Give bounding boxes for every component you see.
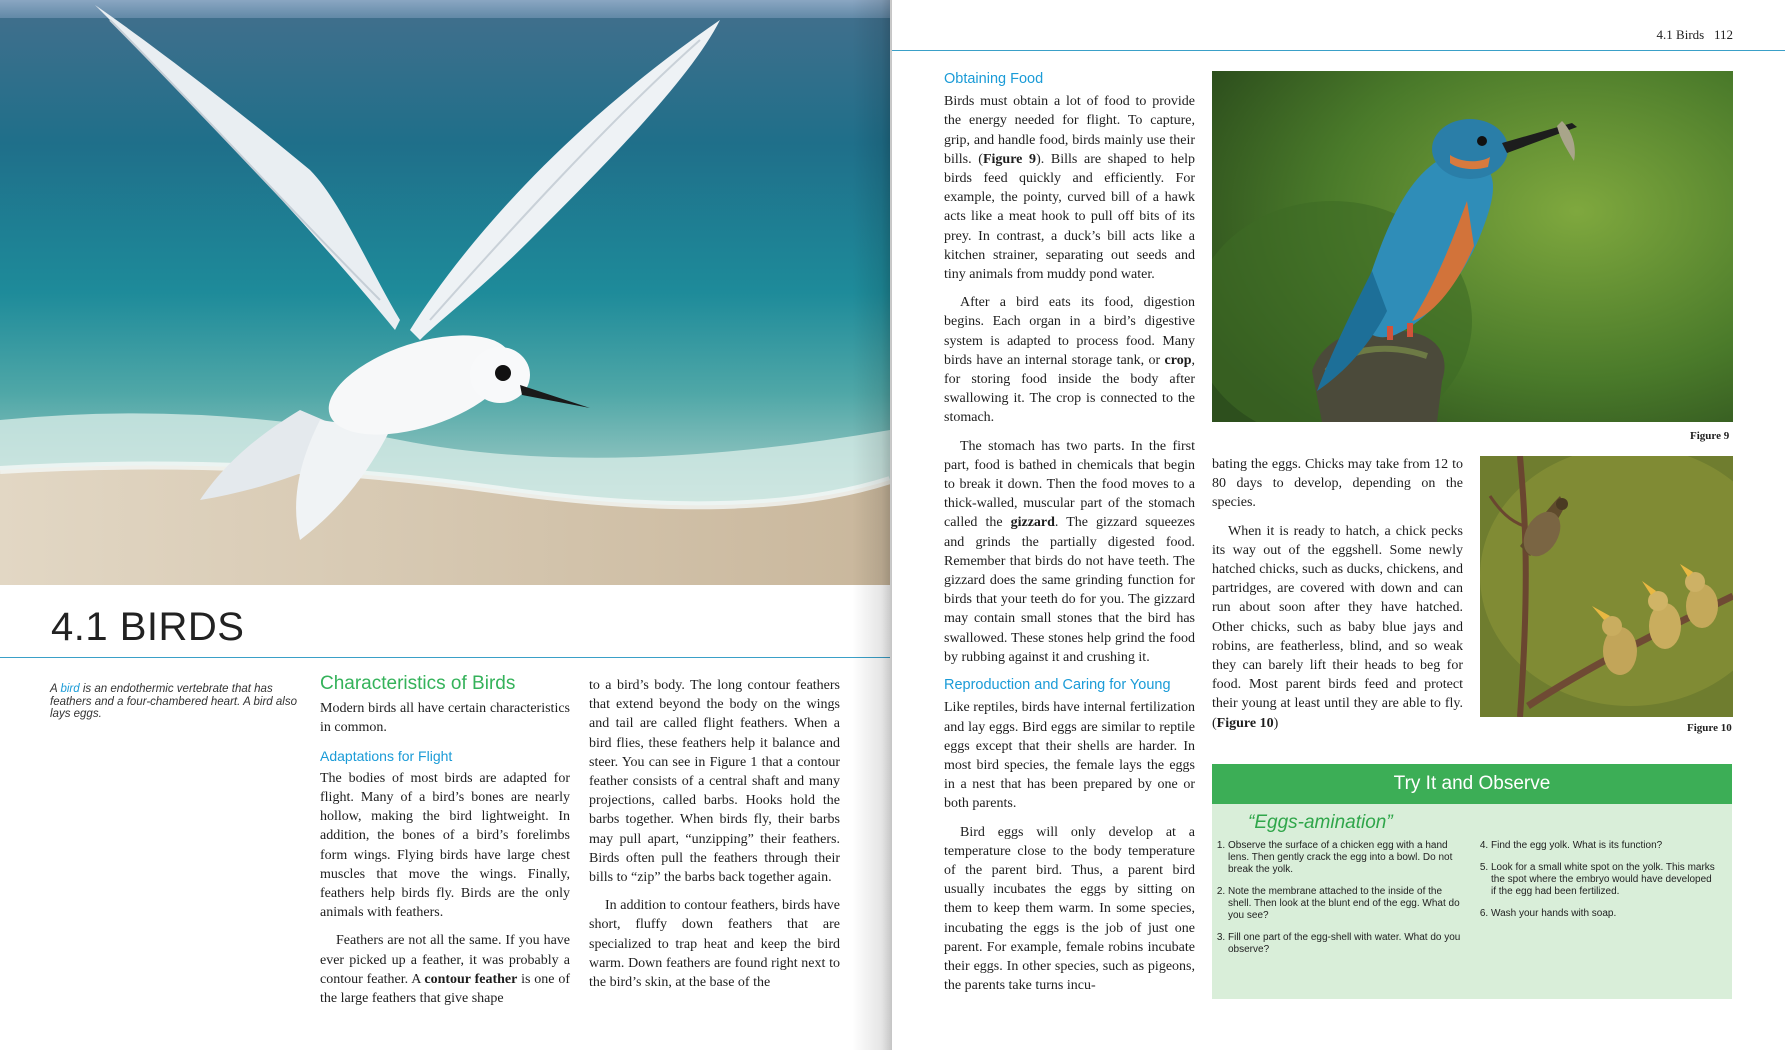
left-page: [0, 0, 890, 1050]
section-rule: [0, 657, 890, 658]
paragraph: After a bird eats its food, digestion begins. Each organ in a bird’s digestive system is adapted to process food. Many birds have an internal storage tank, or crop, for storing food inside the body after swallowing it. The crop is connected to the stomach.: [944, 295, 1195, 426]
step-item: 4. Find the egg yolk. What is its function?: [1491, 840, 1716, 852]
steps-list-right: [1477, 840, 1716, 930]
figure9-ref: Figure 9: [982, 151, 1037, 167]
running-head: 4.1 Birds 112: [1656, 27, 1733, 42]
left-column-1: [320, 674, 570, 1017]
step-item: 3. Fill one part of the egg-shell with water. What do you observe?: [1228, 932, 1468, 956]
chicks-illustration: [1480, 456, 1733, 717]
right-column-2: [1212, 455, 1463, 742]
figure9-caption: Figure 9: [1690, 430, 1730, 442]
tern-illustration: [0, 0, 890, 585]
paragraph: to a bird’s body. The long contour feathers that extend beyond the body on the wings and tail are called flight feathers. When a bird flies, these feathers help it balance and steer. You can see in Figure 1 that a contour feather consists of a central shaft and many projections, called barbs. Hooks hold the barbs together. When birds fly, their barbs may pull apart, “unzipping” their feathers. Birds often pull the feathers through their bills to “zip” the barbs back together again.: [589, 678, 840, 886]
heading-reproduction: Reproduction and Caring for Young: [944, 677, 1171, 694]
steps-list-left: [1214, 840, 1468, 966]
try-box-subtitle: “Eggs-amination”: [1248, 812, 1393, 833]
figure10-ref: Figure 10: [1216, 715, 1274, 731]
term-bird-link[interactable]: bird: [60, 683, 80, 695]
term-crop: crop: [1164, 352, 1192, 368]
header-rule: [892, 50, 1785, 51]
chapter-title: 4.1 BIRDS: [51, 605, 245, 649]
step-item: 1. Observe the surface of a chicken egg with a hand lens. Then gently crack the egg into a bowl. Do not break the yolk.: [1228, 840, 1468, 876]
figure10-caption: Figure 10: [1687, 722, 1732, 734]
bird-definition: [50, 683, 300, 721]
paragraph: The stomach has two parts. In the first part, food is bathed in chemicals that begin to break it down. Then the food moves to a thick-walled, muscular part of the stomach called the gizzard. The gizzard squeezes and grinds the partially digested food. Remember that birds do not have teeth. The gizzard does the same grinding function for birds that your teeth do for you. The gizzard may contain small stones that the bird has swallowed. These stones help grind the food by rubbing against it and crushing it.: [944, 438, 1195, 665]
definition-text: A: [50, 683, 61, 695]
figure10-chicks-photo: [1480, 456, 1733, 717]
right-page: [892, 0, 1785, 1050]
heading-characteristics: Characteristics of Birds: [320, 673, 516, 694]
try-box-header: Try It and Observe: [1212, 764, 1732, 804]
paragraph: Like reptiles, birds have internal fertilization and lay eggs. Bird eggs are similar to reptile eggs except that their shells are harder. In most bird species, the female lays the eggs in a nest that has been prepared by one or both parents.: [944, 700, 1195, 812]
heading-adaptations: Adaptations for Flight: [320, 747, 453, 764]
kingfisher-illustration: [1212, 71, 1733, 422]
definition-text: is an endothermic vertebrate that has feathers and a four-chambered heart. A bird also lays eggs.: [50, 683, 297, 720]
paragraph: When it is ready to hatch, a chick pecks its way out of the eggshell. Some newly hatched chicks, such as ducks, chickens, and partridges, are covered with down and can run about soon after they have hatched. Other chicks, such as baby blue jays and robins, are featherless, blind, and so weak they can barely lift their heads to beg for food. Most parent birds feed and protect their young at least until they are able to fly. (Figure 10): [1212, 523, 1463, 731]
try-it-observe-box: [1212, 764, 1732, 999]
step-item: 2. Note the membrane attached to the inside of the shell. Then look at the blunt end of the egg. What do you see?: [1228, 886, 1468, 922]
paragraph: In addition to contour feathers, birds have short, fluffy down feathers that are specialized to trap heat and keep the bird warm. Down feathers are found right next to the bird’s skin, at the base of the: [589, 898, 840, 991]
paragraph: Feathers are not all the same. If you have ever picked up a feather, it was probably a contour feather. A contour feather is one of the large feathers that give shape: [320, 933, 570, 1007]
page-gutter: [852, 0, 894, 1050]
heading-obtaining-food: Obtaining Food: [944, 71, 1044, 87]
paragraph: Birds must obtain a lot of food to provide the energy needed for flight. To capture, grip, and handle food, birds mainly use their bills. (Figure 9). Bills are shaped to help birds feed quickly and efficiently. For example, the pointy, curved bill of a hawk acts like a meat hook to pull off bits of its prey. In contrast, a duck’s bill acts like a kitchen strainer, separating out seeds and tiny animals from muddy pond water.: [944, 94, 1196, 283]
paragraph: Bird eggs will only develop at a temperature close to the body temperature of the parent bird. Thus, a parent bird usually incubates the eggs by sitting on them to keep them warm. In some species, incubating the eggs is the job of just one parent. For example, female robins incubate their eggs. In other species, such as pigeons, the parents take turns incu-: [944, 824, 1195, 994]
paragraph: The bodies of most birds are adapted for flight. Many of a bird’s bones are nearly hollow, making the bird lightweight. In addition, the bones of a bird’s forelimbs form wings. Flying birds have large chest muscles that move the wings. Finally, feathers help birds fly. Birds are the only animals with feathers.: [320, 770, 570, 921]
paragraph: bating the eggs. Chicks may take from 12 to 80 days to develop, depending on the species.: [1212, 457, 1463, 511]
figure9-kingfisher-photo: [1212, 71, 1733, 422]
term-contour-feather: contour feather: [424, 971, 518, 987]
tern-photo: [0, 0, 890, 585]
step-item: 6. Wash your hands with soap.: [1491, 908, 1716, 920]
intro-paragraph: Modern birds all have certain characteristics in common.: [320, 701, 570, 736]
step-item: 5. Look for a small white spot on the yolk. This marks the spot where the embryo would have developed if the egg had been fertilized.: [1491, 862, 1716, 898]
right-column-1: [944, 70, 1195, 1004]
term-gizzard: gizzard: [1010, 515, 1055, 531]
left-column-2: [589, 676, 840, 1001]
